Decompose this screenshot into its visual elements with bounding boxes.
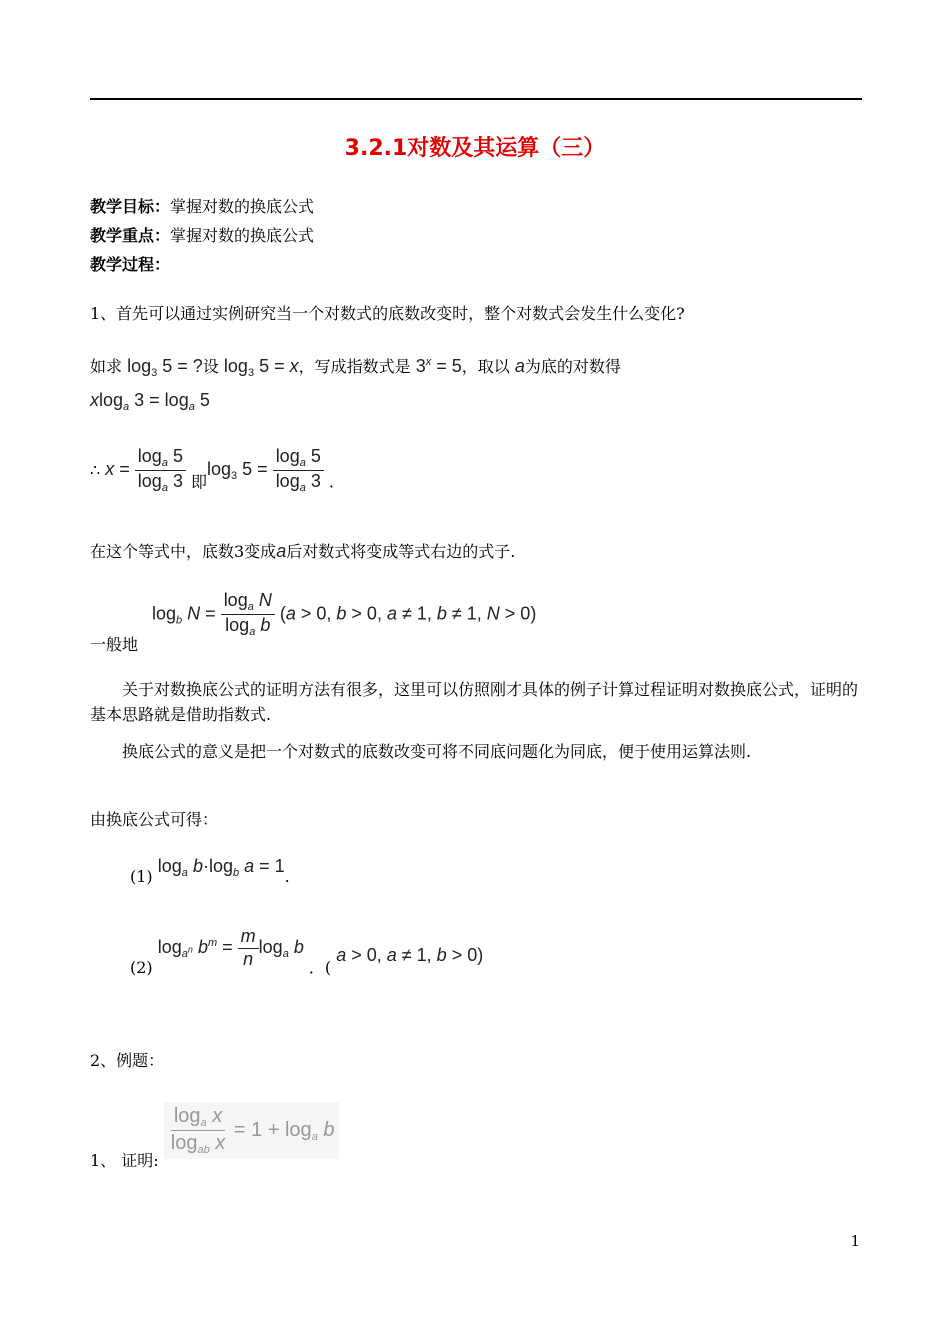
- section2-label: 2、例题：: [90, 1051, 165, 1070]
- formula-item2: $\log_{a^n} b^m$ = $\frac{m}{n}$ $\log_a b$: [157, 926, 304, 969]
- ex-ji: 即: [190, 472, 207, 492]
- item2-line: [130, 926, 483, 977]
- item2-paren: ．(: [308, 957, 332, 977]
- header-rule: [90, 98, 862, 100]
- page-title: 3.2.1对数及其运算（三）: [344, 136, 606, 161]
- formula-xloga3-eq-loga5: xlog$_a$ $3 = \log_a 5$: [90, 390, 210, 413]
- formula-item2-condition: a > 0, a ≠ 1, b > 0): [336, 944, 484, 965]
- formula-a-2: a: [276, 541, 287, 561]
- formula-log3-5-fraction: $\log_3 5$ = $\frac{\log_a 5}{\log_a 3}$: [207, 459, 329, 479]
- key-text: 掌握对数的换底公式: [170, 226, 315, 245]
- formula-log3-5-question: $\log_3 5$ = ?: [127, 356, 203, 379]
- example1-label: 1、 证明:: [90, 1150, 159, 1170]
- item1-label: (1): [130, 867, 153, 886]
- page-number: 1: [850, 1232, 860, 1250]
- formula-log3-5-eq-x: $\log_3 5 = x$: [223, 356, 299, 379]
- change-text: 在这个等式中，底数3变成: [90, 542, 277, 561]
- general-label: 一般地: [90, 635, 139, 654]
- goal-text: 掌握对数的换底公式: [170, 197, 315, 216]
- therefore-line: [90, 446, 334, 495]
- example1-line: [90, 1102, 339, 1170]
- key-label: 教学重点：: [90, 226, 171, 245]
- example-line: [90, 356, 621, 380]
- item1-line: [130, 856, 290, 886]
- process-label: 教学过程：: [90, 255, 171, 274]
- item2-label: (2): [130, 957, 153, 977]
- ex-take: ，取以: [461, 357, 510, 376]
- therefore-symbol: ∴: [90, 460, 101, 480]
- ex-write: ，写成指数式是: [298, 357, 411, 376]
- change-text-end: 后对数式将变成等式右边的式子.: [286, 542, 516, 561]
- derive-label: 由换底公式可得：: [90, 810, 219, 829]
- teaching-goal: [90, 197, 314, 216]
- ex-dot: .: [328, 472, 334, 492]
- formula-3x-eq-5: $3^x = 5$: [415, 356, 462, 376]
- goal-label: 教学目标：: [90, 197, 171, 216]
- formula-a: a: [514, 356, 525, 376]
- change-line: [90, 541, 515, 563]
- section1-question: 1、首先可以通过实例研究当一个对数式的底数改变时，整个对数式会发生什么变化?: [90, 304, 685, 323]
- item1-dot: .: [284, 867, 290, 886]
- formula-item1: $\log_a b\cdot\log_b$ a = 1: [157, 856, 285, 879]
- formula-example1: $\frac{\log_a x}{\log_{ab} x}$ = $1 + \log_a b$: [164, 1102, 339, 1159]
- ex-prefix: 如求: [90, 357, 123, 376]
- teaching-key-point: [90, 226, 314, 245]
- formula-change-of-base: $\log_b N$ = $\frac{\log_a N}{\log_a b}$ (a > 0, b > 0, a ≠ 1, b ≠ 1, N > 0): [152, 590, 537, 639]
- ex-take-end: 为底的对数得: [524, 357, 621, 376]
- proof-paragraph: 关于对数换底公式的证明方法有很多，这里可以仿照刚才具体的例子计算过程证明对数换底公式，证明的基本思路就是借助指数式.: [90, 680, 859, 724]
- formula-x-fraction: x = $\frac{\log_a 5}{\log_a 3}$: [105, 459, 191, 479]
- ex-let: 设: [202, 357, 219, 376]
- meaning-paragraph: 换底公式的意义是把一个对数式的底数改变可将不同底问题化为同底，便于使用运算法则.: [122, 742, 752, 761]
